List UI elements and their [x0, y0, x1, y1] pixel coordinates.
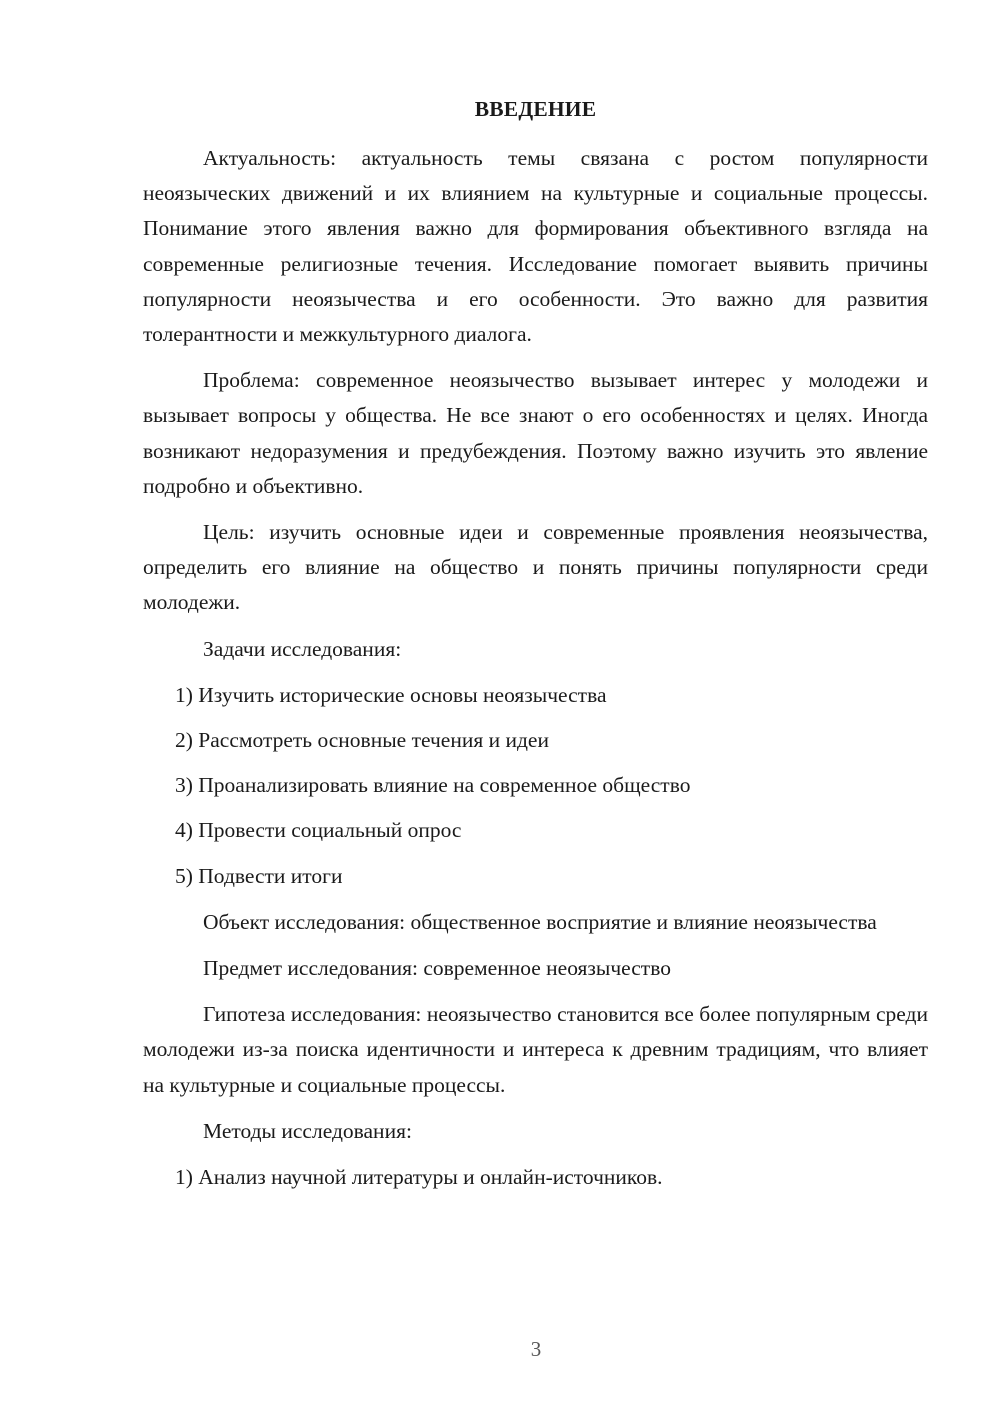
object-paragraph: Объект исследования: общественное восприятие и влияние неоязычества	[203, 909, 877, 934]
section-title: ВВЕДЕНИЕ	[474, 97, 597, 121]
tasks-heading: Задачи исследования:	[203, 636, 402, 661]
tasks-list	[143, 678, 928, 894]
methods-heading: Методы исследования:	[203, 1118, 412, 1143]
subject-paragraph: Предмет исследования: современное неоязычество	[203, 956, 671, 981]
hypothesis-paragraph: Гипотеза исследования: неоязычество становится все более популярным среди молодежи из-за поиска идентичности и интереса к древним традициям, что влияет на культурные и социальные процессы.	[143, 1002, 928, 1097]
list-item: 5) Подвести итоги	[175, 863, 343, 888]
relevance-paragraph: Актуальность: актуальность темы связана с ростом популярности неоязыческих движений и их влиянием на культурные и социальные процессы. Понимание этого явления важно для формирования объективного взгляда на современные религиозные течения. Исследование помогает выявить причины популярности неоязычества и его особенности. Это важно для развития толерантности и межкультурного диалога.	[143, 146, 928, 347]
list-item: 1) Изучить исторические основы неоязычества	[175, 682, 607, 707]
list-item: 2) Рассмотреть основные течения и идеи	[175, 728, 549, 753]
methods-list	[143, 1160, 928, 1195]
list-item: 4) Провести социальный опрос	[175, 818, 462, 843]
list-item: 3) Проанализировать влияние на современное общество	[175, 773, 691, 798]
list-item: 1) Анализ научной литературы и онлайн-источников.	[175, 1165, 663, 1190]
page-content	[143, 92, 928, 1206]
problem-paragraph: Проблема: современное неоязычество вызывает интерес у молодежи и вызывает вопросы у общества. Не все знают о его особенностях и целях. Иногда возникают недоразумения и предубеждения. Поэтому важно изучить это явление подробно и объективно.	[143, 368, 928, 498]
page-number: 3	[530, 1337, 542, 1361]
goal-paragraph: Цель: изучить основные идеи и современные проявления неоязычества, определить его влияние на общество и понять причины популярности среди молодежи.	[143, 520, 928, 615]
